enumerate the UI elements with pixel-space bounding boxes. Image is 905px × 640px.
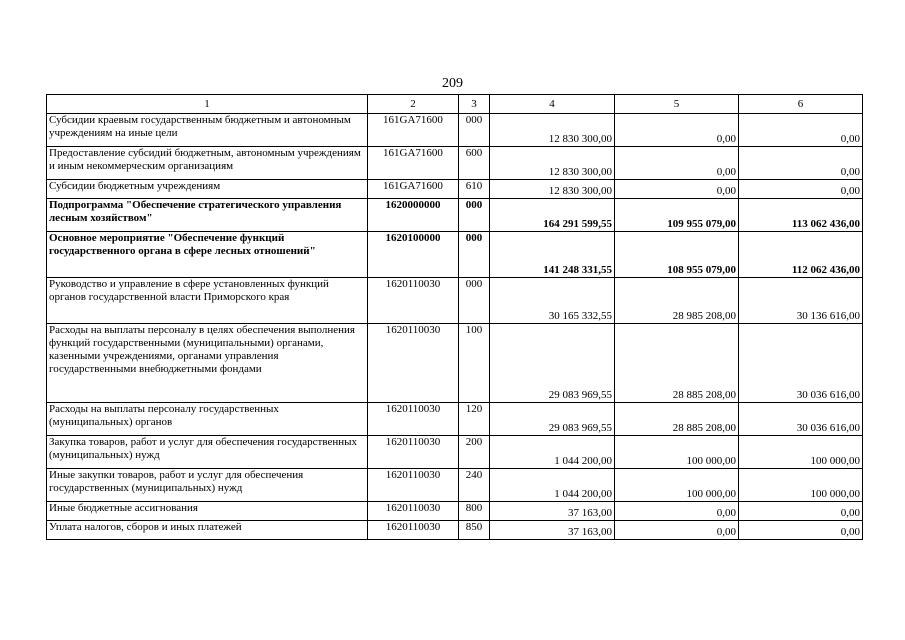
table-row bbox=[47, 180, 863, 199]
row-name-cell: Основное мероприятие "Обеспечение функций государственного органа в сфере лесных отношений" bbox=[47, 232, 368, 278]
row-vr-code-cell: 000 bbox=[459, 278, 490, 324]
row-csr-code-cell: 1620110030 bbox=[368, 403, 459, 436]
row-amount-col-5-cell: 28 985 208,00 bbox=[615, 278, 739, 324]
row-amount-col-4-cell: 29 083 969,55 bbox=[490, 324, 615, 403]
row-vr-code-cell: 000 bbox=[459, 232, 490, 278]
row-vr-code-cell: 800 bbox=[459, 502, 490, 521]
row-name-cell: Иные закупки товаров, работ и услуг для обеспечения государственных (муниципальных) нужд bbox=[47, 469, 368, 502]
table-row bbox=[47, 114, 863, 147]
row-amount-col-5-cell: 28 885 208,00 bbox=[615, 324, 739, 403]
budget-table bbox=[46, 94, 863, 540]
row-vr-code-cell: 610 bbox=[459, 180, 490, 199]
row-amount-col-5-cell: 100 000,00 bbox=[615, 469, 739, 502]
header-col-2: 2 bbox=[368, 95, 459, 114]
table-row bbox=[47, 147, 863, 180]
table-row bbox=[47, 403, 863, 436]
row-amount-col-6-cell: 0,00 bbox=[739, 180, 863, 199]
row-amount-col-5-cell: 0,00 bbox=[615, 114, 739, 147]
row-amount-col-6-cell: 113 062 436,00 bbox=[739, 199, 863, 232]
row-amount-col-5-cell: 0,00 bbox=[615, 180, 739, 199]
row-vr-code-cell: 850 bbox=[459, 521, 490, 540]
row-amount-col-4-cell: 37 163,00 bbox=[490, 502, 615, 521]
table-row bbox=[47, 521, 863, 540]
table-row bbox=[47, 469, 863, 502]
row-csr-code-cell: 1620110030 bbox=[368, 502, 459, 521]
row-amount-col-4-cell: 29 083 969,55 bbox=[490, 403, 615, 436]
row-name-cell: Иные бюджетные ассигнования bbox=[47, 502, 368, 521]
table-row bbox=[47, 502, 863, 521]
row-amount-col-5-cell: 28 885 208,00 bbox=[615, 403, 739, 436]
row-amount-col-6-cell: 112 062 436,00 bbox=[739, 232, 863, 278]
header-col-4: 4 bbox=[490, 95, 615, 114]
row-csr-code-cell: 161GA71600 bbox=[368, 180, 459, 199]
row-vr-code-cell: 000 bbox=[459, 199, 490, 232]
header-row bbox=[47, 95, 863, 114]
row-name-cell: Руководство и управление в сфере установленных функций органов государственной власти Приморского края bbox=[47, 278, 368, 324]
header-col-3: 3 bbox=[459, 95, 490, 114]
row-name-cell: Предоставление субсидий бюджетным, автономным учреждениям и иным некоммерческим организациям bbox=[47, 147, 368, 180]
row-name-cell: Подпрограмма "Обеспечение стратегического управления лесным хозяйством" bbox=[47, 199, 368, 232]
row-vr-code-cell: 600 bbox=[459, 147, 490, 180]
row-name-cell: Субсидии краевым государственным бюджетным и автономным учреждениям на иные цели bbox=[47, 114, 368, 147]
row-name-cell: Субсидии бюджетным учреждениям bbox=[47, 180, 368, 199]
page-number: 209 bbox=[442, 76, 463, 91]
table-row bbox=[47, 436, 863, 469]
row-amount-col-6-cell: 0,00 bbox=[739, 147, 863, 180]
row-amount-col-5-cell: 109 955 079,00 bbox=[615, 199, 739, 232]
row-amount-col-5-cell: 100 000,00 bbox=[615, 436, 739, 469]
row-amount-col-4-cell: 37 163,00 bbox=[490, 521, 615, 540]
row-vr-code-cell: 100 bbox=[459, 324, 490, 403]
row-name-cell: Расходы на выплаты персоналу государственных (муниципальных) органов bbox=[47, 403, 368, 436]
row-amount-col-6-cell: 0,00 bbox=[739, 502, 863, 521]
row-csr-code-cell: 1620110030 bbox=[368, 469, 459, 502]
row-vr-code-cell: 120 bbox=[459, 403, 490, 436]
row-csr-code-cell: 1620000000 bbox=[368, 199, 459, 232]
row-amount-col-6-cell: 100 000,00 bbox=[739, 469, 863, 502]
header-col-6: 6 bbox=[739, 95, 863, 114]
row-csr-code-cell: 1620110030 bbox=[368, 436, 459, 469]
table-row bbox=[47, 232, 863, 278]
table-row bbox=[47, 199, 863, 232]
row-amount-col-6-cell: 30 036 616,00 bbox=[739, 403, 863, 436]
row-vr-code-cell: 000 bbox=[459, 114, 490, 147]
header-col-1: 1 bbox=[47, 95, 368, 114]
row-name-cell: Закупка товаров, работ и услуг для обеспечения государственных (муниципальных) нужд bbox=[47, 436, 368, 469]
row-amount-col-5-cell: 0,00 bbox=[615, 147, 739, 180]
row-amount-col-6-cell: 30 036 616,00 bbox=[739, 324, 863, 403]
row-amount-col-4-cell: 1 044 200,00 bbox=[490, 436, 615, 469]
row-amount-col-4-cell: 164 291 599,55 bbox=[490, 199, 615, 232]
row-name-cell: Расходы на выплаты персоналу в целях обеспечения выполнения функций государственными (муниципальными) органами, казенными учреждениями, органами управления государственными внебюджетными фондами bbox=[47, 324, 368, 403]
row-amount-col-6-cell: 0,00 bbox=[739, 521, 863, 540]
row-amount-col-6-cell: 30 136 616,00 bbox=[739, 278, 863, 324]
row-amount-col-4-cell: 1 044 200,00 bbox=[490, 469, 615, 502]
row-amount-col-6-cell: 100 000,00 bbox=[739, 436, 863, 469]
row-csr-code-cell: 1620110030 bbox=[368, 521, 459, 540]
row-amount-col-4-cell: 12 830 300,00 bbox=[490, 147, 615, 180]
row-name-cell: Уплата налогов, сборов и иных платежей bbox=[47, 521, 368, 540]
row-csr-code-cell: 1620110030 bbox=[368, 278, 459, 324]
row-amount-col-5-cell: 0,00 bbox=[615, 502, 739, 521]
row-csr-code-cell: 161GA71600 bbox=[368, 114, 459, 147]
row-amount-col-4-cell: 30 165 332,55 bbox=[490, 278, 615, 324]
row-vr-code-cell: 200 bbox=[459, 436, 490, 469]
row-amount-col-4-cell: 12 830 300,00 bbox=[490, 114, 615, 147]
row-csr-code-cell: 1620110030 bbox=[368, 324, 459, 403]
row-vr-code-cell: 240 bbox=[459, 469, 490, 502]
row-csr-code-cell: 1620100000 bbox=[368, 232, 459, 278]
row-amount-col-4-cell: 12 830 300,00 bbox=[490, 180, 615, 199]
row-amount-col-6-cell: 0,00 bbox=[739, 114, 863, 147]
table-row bbox=[47, 278, 863, 324]
table-row bbox=[47, 324, 863, 403]
row-amount-col-5-cell: 0,00 bbox=[615, 521, 739, 540]
header-col-5: 5 bbox=[615, 95, 739, 114]
row-amount-col-5-cell: 108 955 079,00 bbox=[615, 232, 739, 278]
row-amount-col-4-cell: 141 248 331,55 bbox=[490, 232, 615, 278]
row-csr-code-cell: 161GA71600 bbox=[368, 147, 459, 180]
